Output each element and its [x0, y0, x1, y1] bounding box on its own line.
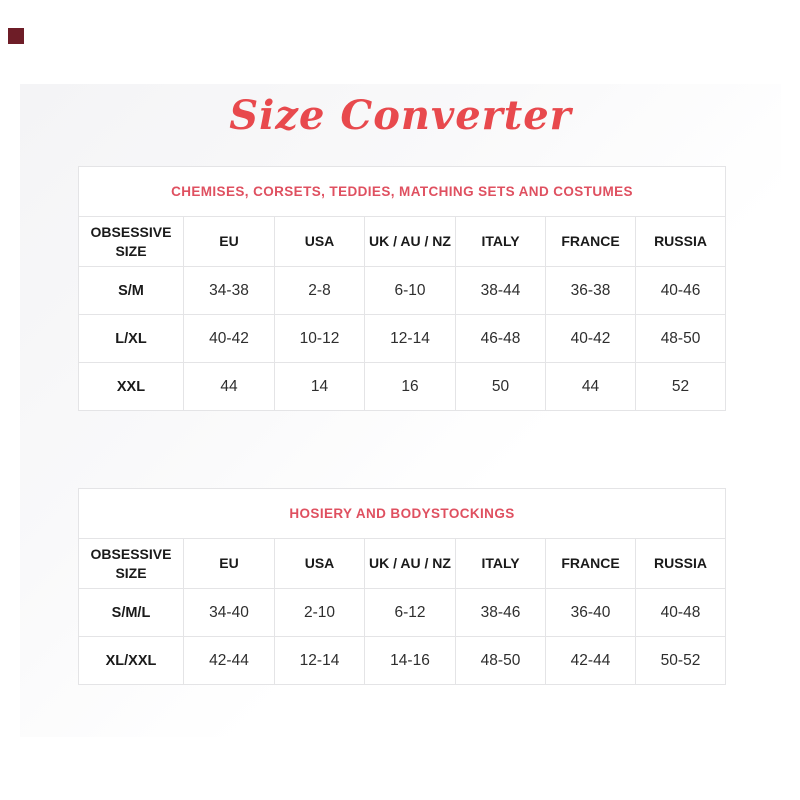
- size-value-cell: 48-50: [456, 637, 546, 685]
- table-row: [79, 589, 726, 637]
- size-value-cell: 14: [275, 363, 365, 411]
- size-label-cell: S/M: [79, 267, 184, 315]
- size-value-cell: 52: [636, 363, 726, 411]
- page-title: Size Converter: [229, 92, 572, 139]
- column-header: FRANCE: [546, 217, 636, 267]
- size-value-cell: 14-16: [365, 637, 456, 685]
- table-row: [79, 363, 726, 411]
- size-value-cell: 34-38: [184, 267, 275, 315]
- size-value-cell: 40-46: [636, 267, 726, 315]
- size-value-cell: 16: [365, 363, 456, 411]
- size-value-cell: 12-14: [275, 637, 365, 685]
- table-row: [79, 267, 726, 315]
- size-value-cell: 50-52: [636, 637, 726, 685]
- column-header: ITALY: [456, 217, 546, 267]
- table-caption-row: [79, 167, 726, 217]
- size-label-cell: XL/XXL: [79, 637, 184, 685]
- table-header-row: [79, 539, 726, 589]
- column-header: OBSESSIVE SIZE: [79, 217, 184, 267]
- column-header: ITALY: [456, 539, 546, 589]
- table-row: [79, 637, 726, 685]
- size-value-cell: 36-38: [546, 267, 636, 315]
- hosiery-size-table: [78, 488, 726, 685]
- size-value-cell: 48-50: [636, 315, 726, 363]
- column-header: OBSESSIVE SIZE: [79, 539, 184, 589]
- size-value-cell: 6-12: [365, 589, 456, 637]
- size-value-cell: 42-44: [184, 637, 275, 685]
- table-caption: CHEMISES, CORSETS, TEDDIES, MATCHING SETS AND COSTUMES: [79, 167, 726, 217]
- size-value-cell: 46-48: [456, 315, 546, 363]
- size-value-cell: 38-44: [456, 267, 546, 315]
- size-value-cell: 40-48: [636, 589, 726, 637]
- column-header: UK / AU / NZ: [365, 539, 456, 589]
- size-value-cell: 34-40: [184, 589, 275, 637]
- size-value-cell: 50: [456, 363, 546, 411]
- column-header: RUSSIA: [636, 539, 726, 589]
- column-header: USA: [275, 217, 365, 267]
- size-value-cell: 36-40: [546, 589, 636, 637]
- size-value-cell: 44: [184, 363, 275, 411]
- column-header: UK / AU / NZ: [365, 217, 456, 267]
- column-header: EU: [184, 539, 275, 589]
- column-header: RUSSIA: [636, 217, 726, 267]
- chemises-size-table: [78, 166, 726, 411]
- size-label-cell: XXL: [79, 363, 184, 411]
- column-header: USA: [275, 539, 365, 589]
- table-caption-row: [79, 489, 726, 539]
- size-value-cell: 44: [546, 363, 636, 411]
- size-value-cell: 40-42: [546, 315, 636, 363]
- size-label-cell: S/M/L: [79, 589, 184, 637]
- size-value-cell: 42-44: [546, 637, 636, 685]
- column-header: FRANCE: [546, 539, 636, 589]
- size-label-cell: L/XL: [79, 315, 184, 363]
- size-value-cell: 6-10: [365, 267, 456, 315]
- size-value-cell: 10-12: [275, 315, 365, 363]
- size-value-cell: 2-8: [275, 267, 365, 315]
- table-row: [79, 315, 726, 363]
- size-value-cell: 40-42: [184, 315, 275, 363]
- corner-logo-mark: [8, 28, 24, 44]
- size-value-cell: 38-46: [456, 589, 546, 637]
- size-value-cell: 2-10: [275, 589, 365, 637]
- table-header-row: [79, 217, 726, 267]
- size-value-cell: 12-14: [365, 315, 456, 363]
- column-header: EU: [184, 217, 275, 267]
- table-caption: HOSIERY AND BODYSTOCKINGS: [79, 489, 726, 539]
